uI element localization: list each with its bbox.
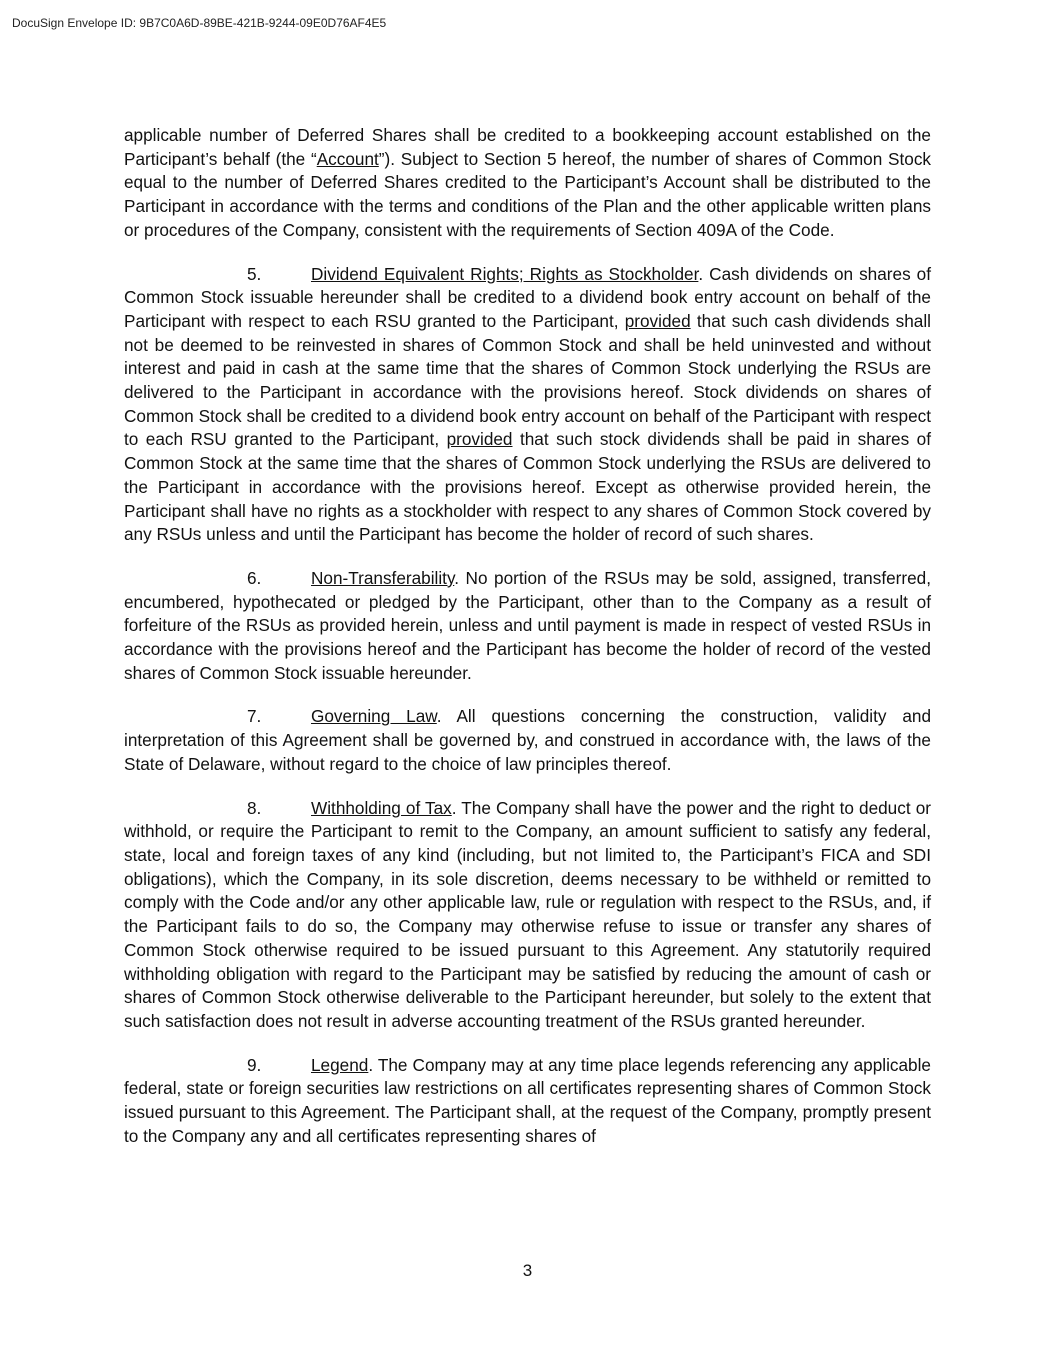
intro-paragraph [124, 124, 931, 243]
section-5-text-2: that such cash dividends shall not be deemed to be reinvested in shares of Common Stock and shall be held uninvested and without interest and paid in cash at the same time that the shares of Common Stock underlying the RSUs are delivered to the Participant in accordance with the provisions hereof. Stock dividends on shares of Common Stock shall be credited to a dividend book entry account on behalf of the Participant with respect to each RSU granted to the Participant, [124, 310, 931, 450]
section-8-heading: Withholding of Tax [311, 797, 452, 818]
section-5-text-1: . Cash dividends on shares of Common Stock issuable hereunder shall be credited to a dividend book entry account on behalf of the Participant with respect to each RSU granted to the Participant, [124, 263, 932, 331]
section-5-heading: Dividend Equivalent Rights; Rights as Stockholder [311, 263, 699, 284]
section-5 [124, 263, 931, 547]
section-6-text: . No portion of the RSUs may be sold, assigned, transferred, encumbered, hypothecated or pledged by the Participant, other than to the Company as a result of forfeiture of the RSUs as provided herein, unless and until payment is made in respect of vested RSUs in accordance with the provisions hereof and the Participant has become the holder of record of the vested shares of Common Stock issuable hereunder. [124, 567, 931, 683]
document-body [124, 124, 931, 1168]
section-6-heading: Non-Transferability [311, 567, 455, 588]
section-8-text: . The Company shall have the power and the right to deduct or withhold, or require the Participant to remit to the Company, an amount sufficient to satisfy any federal, state, local and foreign taxes of any kind (including, but not limited to, the Participant’s FICA and SDI obligations), which the Company, in its sole discretion, deems necessary to be withheld or remitted to comply with the Code and/or any other applicable law, rule or regulation with respect to the RSUs, and, if the Participant fails to do so, the Company may otherwise refuse to issue or transfer any shares of Common Stock otherwise required to be issued pursuant to this Agreement. Any statutorily required withholding obligation with regard to the Participant may be satisfied by reducing the amount of cash or shares of Common Stock otherwise deliverable to the Participant hereunder, but solely to the extent that such satisfaction does not result in adverse accounting treatment of the RSUs granted hereunder. [124, 797, 931, 1031]
page-number: 3 [522, 1261, 533, 1280]
section-8 [124, 797, 931, 1034]
section-5-text-3: that such stock dividends shall be paid in shares of Common Stock at the same time that the shares of Common Stock underlying the RSUs are delivered to the Participant in accordance with the provisions hereof. Except as otherwise provided herein, the Participant shall have no rights as a stockholder with respect to any shares of Common Stock covered by any RSUs unless and until the Participant has become the holder of record of such shares. [124, 429, 931, 545]
section-5-number: 5. [247, 263, 262, 284]
section-9 [124, 1054, 931, 1149]
section-7-text: . All questions concerning the construction, validity and interpretation of this Agreement shall be governed by, and construed in accordance with, the laws of the State of Delaware, without regard to the choice of law principles thereof. [124, 706, 932, 774]
section-9-number: 9. [247, 1054, 262, 1075]
section-7-heading: Governing Law [311, 706, 437, 727]
section-5-provided-1: provided [624, 310, 691, 331]
section-7 [124, 705, 931, 776]
docusign-envelope-id: DocuSign Envelope ID: 9B7C0A6D-89BE-421B-9244-09E0D76AF4E5 [12, 16, 387, 30]
intro-text-pre: applicable number of Deferred Shares shall be credited to a bookkeeping account established on the Participant’s behalf (the “ [124, 125, 931, 169]
section-9-text: . The Company may at any time place legends referencing any applicable federal, state or foreign securities law restrictions on all certificates representing shares of Common Stock issued pursuant to this Agreement. The Participant shall, at the request of the Company, promptly present to the Company any and all certificates representing shares of [124, 1054, 931, 1146]
intro-text-post: ”). Subject to Section 5 hereof, the number of shares of Common Stock equal to the number of Deferred Shares credited to the Participant’s Account shall be distributed to the Participant in accordance with the terms and conditions of the Plan and the other applicable written plans or procedures of the Company, consistent with the requirements of Section 409A of the Code. [124, 148, 932, 240]
section-7-number: 7. [247, 706, 262, 727]
section-8-number: 8. [247, 797, 262, 818]
section-5-provided-2: provided [446, 429, 513, 450]
defined-term-account: Account [316, 148, 379, 169]
section-9-heading: Legend [311, 1054, 369, 1075]
section-6 [124, 567, 931, 686]
section-6-number: 6. [247, 567, 262, 588]
